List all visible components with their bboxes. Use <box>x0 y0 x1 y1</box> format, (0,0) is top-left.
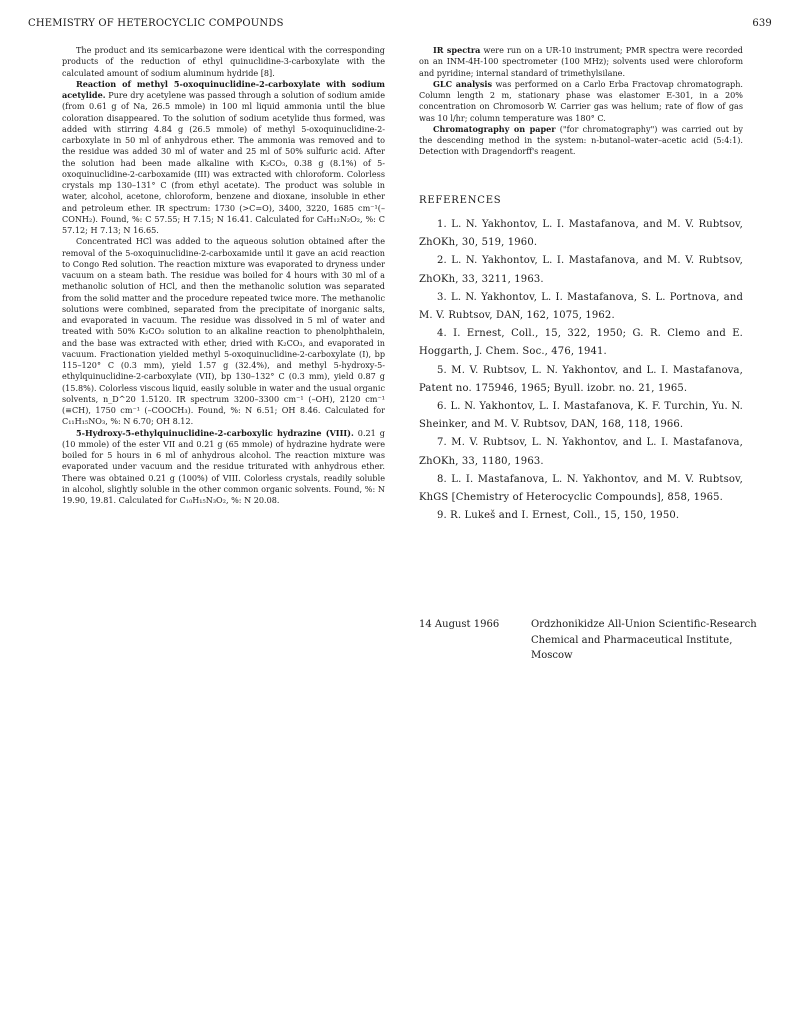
journal-title: CHEMISTRY OF HETEROCYCLIC COMPOUNDS <box>28 18 284 29</box>
reference-item: 7. M. V. Rubtsov, L. N. Yakhontov, and L. I. Mastafanova, ZhOKh, 33, 1180, 1963. <box>419 437 743 467</box>
paragraph-hydrazine-body: 0.21 g (10 mmole) of the ester VII and 0.21 g (65 mmole) of hydrazine hydrate were boiled for 5 hours in 6 ml of anhydrous alcohol. The reaction mixture was evaporated under vacuum and the residue triturated with anhydrous ether. There was obtained 0.21 g (100%) of VIII. Colorless crystals, readily soluble in alcohol, slightly soluble in the other common organic solvents. Found, %: N 19.90, 19.81. Calculated for C₁₀H₁₅N₃O₂, %: N 20.08. <box>62 427 385 505</box>
references-heading: REFERENCES <box>419 195 502 206</box>
section-heading-chromatography: Chromatography on paper <box>433 123 556 134</box>
paragraph-chromatography-body: ("for chromatography") was carried out by the descending method in the system: n-butanol–water–acetic acid (5:4:1). Detection with Dragendorff's reagent. <box>419 123 743 157</box>
reference-item: 2. L. N. Yakhontov, L. I. Mastafanova, and M. V. Rubtsov, ZhOKh, 33, 3211, 1963. <box>419 255 743 285</box>
reference-item: 3. L. N. Yakhontov, L. I. Mastafanova, S. L. Portnova, and M. V. Rubtsov, DAN, 162, 1075, 1962. <box>419 291 743 322</box>
reference-item: 9. R. Lukeš and I. Ernest, Coll., 15, 150, 1950. <box>437 510 680 522</box>
running-header <box>28 18 772 34</box>
received-date: 14 August 1966 <box>419 619 500 630</box>
paragraph-ir-body: were run on a UR-10 instrument; PMR spectra were recorded on an INM-4H-100 spectrometer (100 MHz); solvents used were chloroform and pyridine; internal standard of trimethylsilane. <box>419 45 743 78</box>
page-number: 639 <box>752 18 772 29</box>
paragraph-glc-body: was performed on a Carlo Erba Fractovap chromatograph. Column length 2 m, stationary phase was elastomer E-301, in a 20% concentration on Chromosorb W. Carrier gas was helium; rate of flow of gas was 10 l/hr; column temperature was 180° C. <box>419 78 744 123</box>
section-heading-acetylide: Reaction of methyl 5-oxoquinuclidine-2-carboxylate with sodium acetylide. <box>62 78 385 100</box>
reference-item: 6. L. N. Yakhontov, L. I. Mastafanova, K. F. Turchin, Yu. N. Sheinker, and M. V. Rubtsov, DAN, 168, 118, 1966. <box>419 401 743 431</box>
paragraph-semicarbazone: The product and its semicarbazone were identical with the corresponding products of the reduction of ethyl quinuclidine-3-carboxylate with the calculated amount of sodium aluminum hydride [8]. <box>62 45 385 78</box>
section-heading-glc: GLC analysis <box>433 78 493 89</box>
paragraph-glc <box>419 79 743 124</box>
paragraph-hcl-treatment: Concentrated HCl was added to the aqueous solution obtained after the removal of the 5-oxoquinuclidine-2-carboxamide until it gave an acid reaction to Congo Red solution. The reaction mixture was evaporated to dryness under vacuum on a steam bath. The residue was boiled for 4 hours with 30 ml of a methanolic solution of HCl, and then the methanolic solution was separated from the solid matter and the procedure repeated twice more. The methanolic solutions were combined, separated from the precipitate of inorganic salts, and evaporated in vacuum. The residue was dissolved in 5 ml of water and treated with 50% K₂CO₃ solution to an alkaline reaction to phenolphthalein, and the base was extracted with ether, dried with K₂CO₃, and evaporated in vacuum. Fractionation yielded methyl 5-oxoquinuclidine-2-carboxylate (I), bp 115–120° C (0.3 mm), yield 1.57 g (32.4%), and methyl 5-hydroxy-5-ethylquinuclidine-2-carboxylate (VII), bp 130–132° C (0.3 mm), yield 0.87 g (15.8%). Colorless viscous liquid, easily soluble in water and the usual organic solvents, n_D^20 1.5120. IR spectrum 3200–3300 cm⁻¹ (–OH), 2120 cm⁻¹ (≡CH), 1750 cm⁻¹ (–COOCH₃). Found, %: N 6.51; OH 8.46. Calculated for C₁₁H₁₅NO₃, %: N 6.70; OH 8.12. <box>62 236 385 427</box>
right-column <box>419 45 743 158</box>
reference-item: 5. M. V. Rubtsov, L. N. Yakhontov, and L. I. Mastafanova, Patent no. 175946, 1965; Byull. izobr. no. 21, 1965. <box>419 364 743 394</box>
paragraph-hydrazine <box>62 428 385 507</box>
section-heading-ir: IR spectra <box>433 45 481 55</box>
institution-affiliation: Ordzhonikidze All-Union Scientific-Research Chemical and Pharmaceutical Institute, Moscow <box>531 619 757 661</box>
paragraph-acetylide-body: Pure dry acetylene was passed through a solution of sodium amide (from 0.61 g of Na, 26.5 mmole) in 100 ml liquid ammonia until the blue coloration disappeared. To the solution of sodium acetylide thus formed, was added with stirring 4.84 g (26.5 mmole) of methyl 5-oxoquinuclidine-2-carboxylate in 50 ml of anhydrous ether. The ammonia was removed and to the residue was added 30 ml of water and 25 ml of 50% sulfuric acid. After the solution had been made alkaline with K₂CO₃, 0.38 g (8.1%) of 5-oxoquinuclidine-2-carboxamide (III) was extracted with chloroform. Colorless crystals mp 130–131° C (from ethyl acetate). The product was soluble in water, alcohol, acetone, chloroform, benzene and dioxane, insoluble in ether and petroleum ether. IR spectrum: 1730 (>C=O), 3400, 3220, 1685 cm⁻¹(–CONH₂). Found, %: C 57.55; H 7.15; N 16.41. Calculated for C₈H₁₂N₂O₂, %: C 57.12; H 7.13; N 16.65. <box>62 90 385 235</box>
reference-item: 1. L. N. Yakhontov, L. I. Mastafanova, and M. V. Rubtsov, ZhOKh, 30, 519, 1960. <box>419 219 743 249</box>
paragraph-paper-chromatography <box>419 124 743 158</box>
reference-item: 8. L. I. Mastafanova, L. N. Yakhontov, and M. V. Rubtsov, KhGS [Chemistry of Heterocyclic Compounds], 858, 1965. <box>419 473 743 504</box>
paragraph-ir-spectra <box>419 45 743 79</box>
references-list <box>419 216 743 525</box>
left-column <box>62 45 385 506</box>
reference-item: 4. I. Ernest, Coll., 15, 322, 1950; G. R. Clemo and E. Hoggarth, J. Chem. Soc., 476, 1941. <box>419 328 743 358</box>
section-heading-hydrazine: 5-Hydroxy-5-ethylquinuclidine-2-carboxylic hydrazine (VIII). <box>76 427 354 438</box>
paragraph-acetylide-reaction <box>62 79 385 237</box>
